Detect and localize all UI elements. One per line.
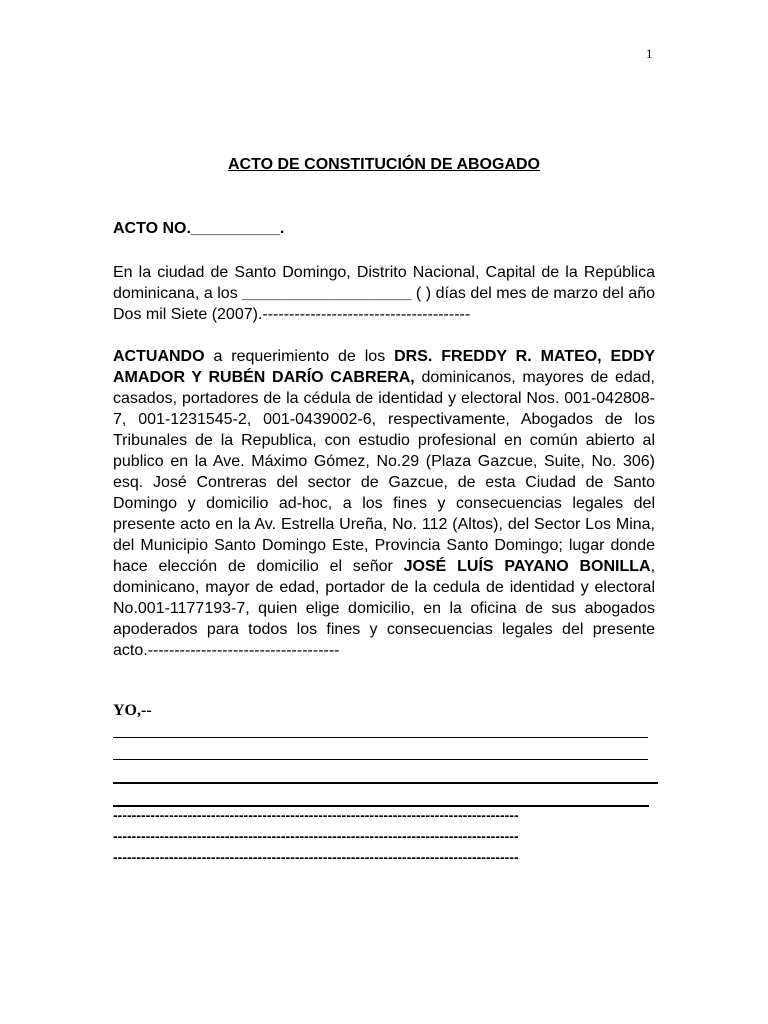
dash-line: --------------------------------------------------------------------------------------- [113,807,519,823]
paragraph-date [113,262,655,325]
signature-lines-block [113,700,658,868]
lawyers-names: DRS. FREDDY R. MATEO, EDDY AMADOR Y RUBÉN DARÍO CABRERA, [113,348,655,386]
document-title: ACTO DE CONSTITUCIÓN DE ABOGADO [227,156,540,173]
client-name: JOSÉ LUÍS PAYANO BONILLA [403,558,651,575]
dash-line: --------------------------------------------------------------------------------------- [113,828,519,844]
yo-label: YO,-- [113,702,152,719]
paragraph-actuando [113,346,655,661]
date-blank: ___________________ [242,285,412,302]
actuando-text-1: a requerimiento de los [213,348,386,365]
actuando-text-3: , dominicano, mayor de edad, portador de la cedula de identidad y electoral No.001-1177193-7, quien elige domicilio, en la oficina de sus abogados apoderados para todos los fines y consecuencias legales del presente acto.------------------------------------ [113,558,656,659]
blank-line-bold [113,782,658,784]
blank-line [113,759,648,760]
dash-line: --------------------------------------------------------------------------------------- [113,849,519,865]
date-text: En la ciudad de Santo Domingo, Distrito Nacional, Capital de la República dominicana, a los [113,264,655,302]
date-text-2: ( ) días del mes de marzo del año Dos mil Siete (2007).--------------------------------------- [113,285,655,323]
page-number: 1 [646,46,653,61]
blank-line [113,737,648,738]
acto-number: ACTO NO.__________. [113,220,285,237]
actuando-text-2: dominicanos, mayores de edad, casados, portadores de la cédula de identidad y electoral Nos. 001-042808-7, 001-1231545-2, 001-0439002-6, respectivamente, Abogados de los Tribunales de la Republica, con estudio profesional en común abierto al publico en la Ave. Máximo Gómez, No.29 (Plaza Gazcue, Suite, No. 306) esq. José Contreras del sector de Gazcue, de esta Ciudad de Santo Domingo y domicilio ad-hoc, a los fines y consecuencias legales del presente acto en la Av. Estrella Ureña, No. 112 (Altos), del Sector Los Mina, del Municipio Santo Domingo Este, Provincia Santo Domingo; lugar donde hace elección de domicilio el señor [113,369,655,575]
actuando-label: ACTUANDO [113,348,205,365]
